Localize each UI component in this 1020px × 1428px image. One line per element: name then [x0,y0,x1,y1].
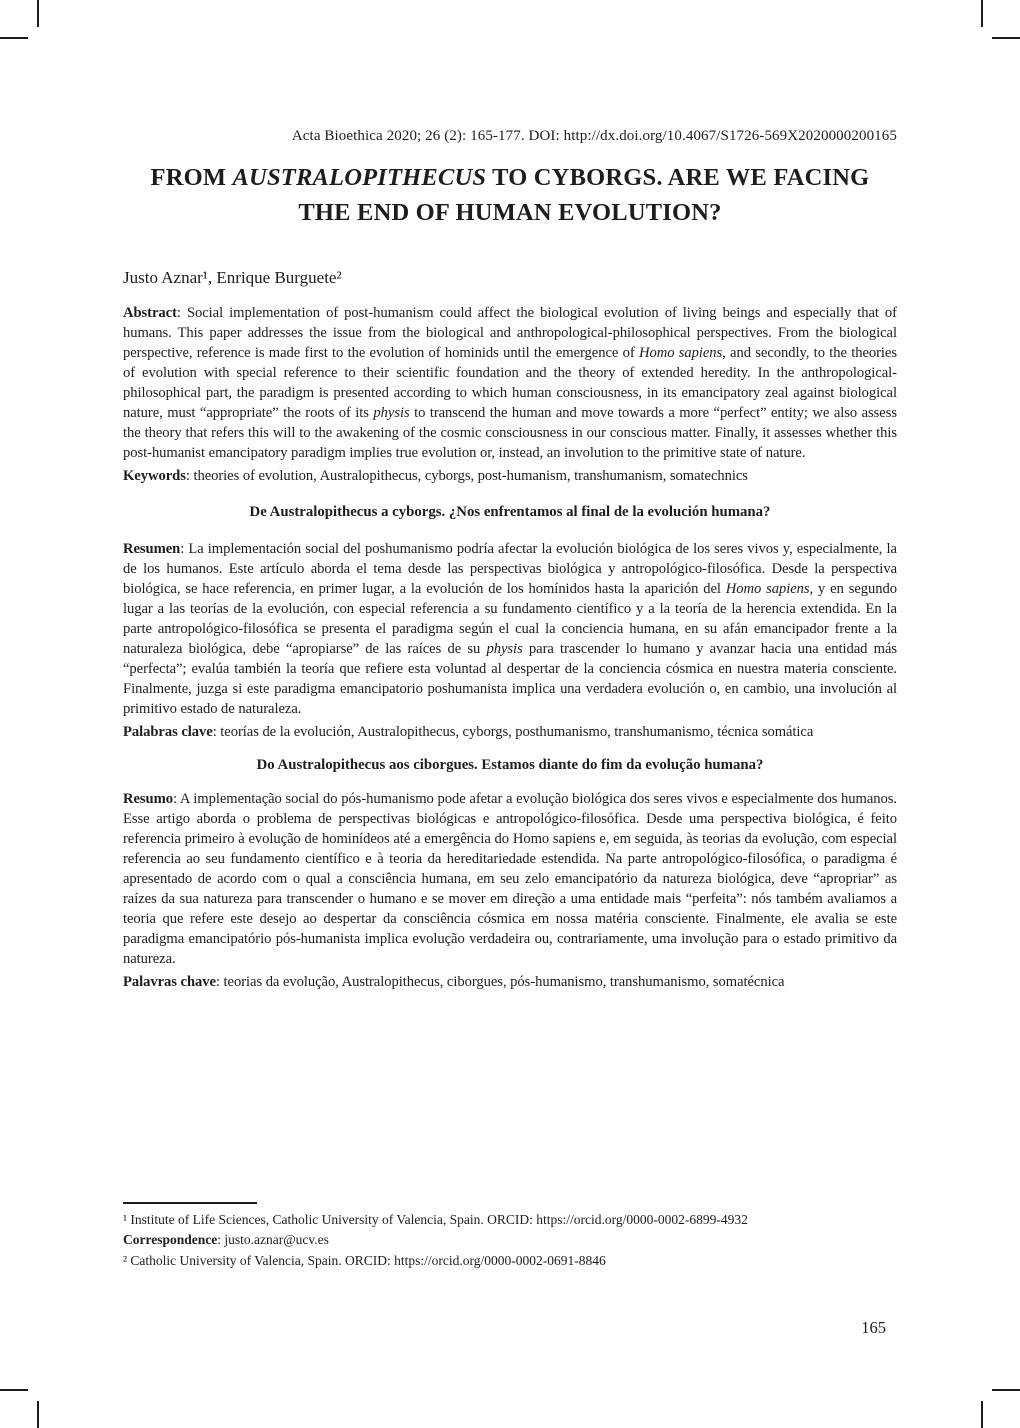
footnote-divider [123,1202,257,1204]
crop-mark-bottom-right-vertical [981,1401,983,1428]
keywords-line: Keywords: theories of evolution, Australopithecus, cyborgs, post-humanism, transhumanism, somatechnics [123,468,748,484]
crop-mark-top-right-horizontal [992,37,1020,39]
crop-mark-top-left-horizontal [0,37,28,39]
resumen-paragraph: Resumen: La implementación social del poshumanismo podría afectar la evolución biológica de los seres vivos y, especialmente, la de los humanos. Este artículo aborda el tema desde las perspectivas biológica y antropológico-filosófica. Desde la perspectiva biológica, se hace referencia, en primer lugar, a la evolución de los homínidos hasta la aparición del Homo sapiens, y en segundo lugar a las teorías de la evolución, con especial referencia a su fundamento científico y a la teoría de la herencia extendida. En la parte antropológico-filosófica se presenta el paradigma según el cual la conciencia humana, en su afán emancipador frente a la naturaleza biológica, debe “apropiarse” de las raíces de su physis para trascender lo humano y avanzar hacia una entidad más “perfecta”; evalúa también la teoría que refiere esta voluntad al despertar de la conciencia cósmica en nuestra materia consciente. Finalmente, juzga si este paradigma emancipatorio poshumanista implica una verdadera evolución o, en cambio, una involución al primitivo estado de naturaleza. [123,541,897,717]
authors-line: Justo Aznar¹, Enrique Burguete² [123,268,342,287]
footnote-2: ² Catholic University of Valencia, Spain. ORCID: https://orcid.org/0000-0002-0691-8846 [123,1253,606,1268]
abstract-paragraph: Abstract: Social implementation of post-humanism could affect the biological evolution of living beings and especially that of humans. This paper addresses the issue from the biological and anthropological-philosophical perspectives. From the biological perspective, reference is made first to the evolution of hominids until the emergence of Homo sapiens, and secondly, to the theories of evolution with special reference to their scientific foundation and the theory of extended heredity. In the anthropological-philosophical part, the paradigm is presented according to which human consciousness, in its emancipatory zeal against biological nature, must “appropriate” the roots of its physis to transcend the human and move towards a more “perfect” entity; we also assess the theory that refers this will to the awakening of the cosmic consciousness in our conscious matter. Finally, it assesses whether this post-humanist emancipatory paradigm implies true evolution or, instead, an involution to the primitive state of nature. [123,305,897,461]
article-content [123,0,897,992]
article-title: FROM AUSTRALOPITHECUS TO CYBORGS. ARE WE FACING THE END OF HUMAN EVOLUTION? [150,164,870,226]
palavras-chave-line: Palavras chave: teorias da evolução, Australopithecus, ciborgues, pós-humanismo, transhumanismo, somatécnica [123,974,785,990]
resumo-paragraph: Resumo: A implementação social do pós-humanismo pode afetar a evolução biológica dos seres vivos e especialmente dos humanos. Esse artigo aborda o problema de perspectivas biológicas e antropológico-filosófica. Desde uma perspectiva biológica, é feito referencia primeiro à evolução de hominídeos até a emergência do Homo sapiens e, em seguida, às teorias da evolução, com especial referencia ao seu fundamento científico e à teoria da hereditariedade estendida. Na parte antropológico-filosófica, o paradigma é apresentado de acordo com o qual a consciência humana, em seu zelo emancipatório da natureza biológica, deve “apropriar” as raízes da sua natureza para transcender o humano e se mover em direção a uma entidade mais “perfeita”: nós também avaliamos a teoria que refere este desejo ao despertar da consciência cósmica em nossa matéria consciente. Finalmente, ele avalia se este paradigma emancipatório pós-humanista implica evolução verdadeira ou, contrariamente, uma involução para o estado primitivo da natureza. [123,791,897,967]
footnote-1: ¹ Institute of Life Sciences, Catholic University of Valencia, Spain. ORCID: https://orcid.org/0000-0002-6899-4932 [123,1212,748,1227]
correspondence-line: Correspondence: justo.aznar@ucv.es [123,1232,329,1247]
page-number: 165 [861,1318,886,1337]
journal-citation: Acta Bioethica 2020; 26 (2): 165-177. DOI: http://dx.doi.org/10.4067/S1726-569X2020000200165 [291,128,897,144]
crop-mark-bottom-left-vertical [37,1401,39,1428]
crop-mark-bottom-right-horizontal [992,1389,1020,1391]
crop-mark-top-left-vertical [37,0,39,27]
portuguese-section-heading: Do Australopithecus aos ciborgues. Estamos diante do fim da evolução humana? [256,757,764,773]
crop-mark-top-right-vertical [981,0,983,27]
spanish-section-heading: De Australopithecus a cyborgs. ¿Nos enfrentamos al final de la evolución humana? [249,504,771,520]
palabras-clave-line: Palabras clave: teorías de la evolución, Australopithecus, cyborgs, posthumanismo, transhumanismo, técnica somática [123,724,814,740]
crop-mark-bottom-left-horizontal [0,1389,28,1391]
